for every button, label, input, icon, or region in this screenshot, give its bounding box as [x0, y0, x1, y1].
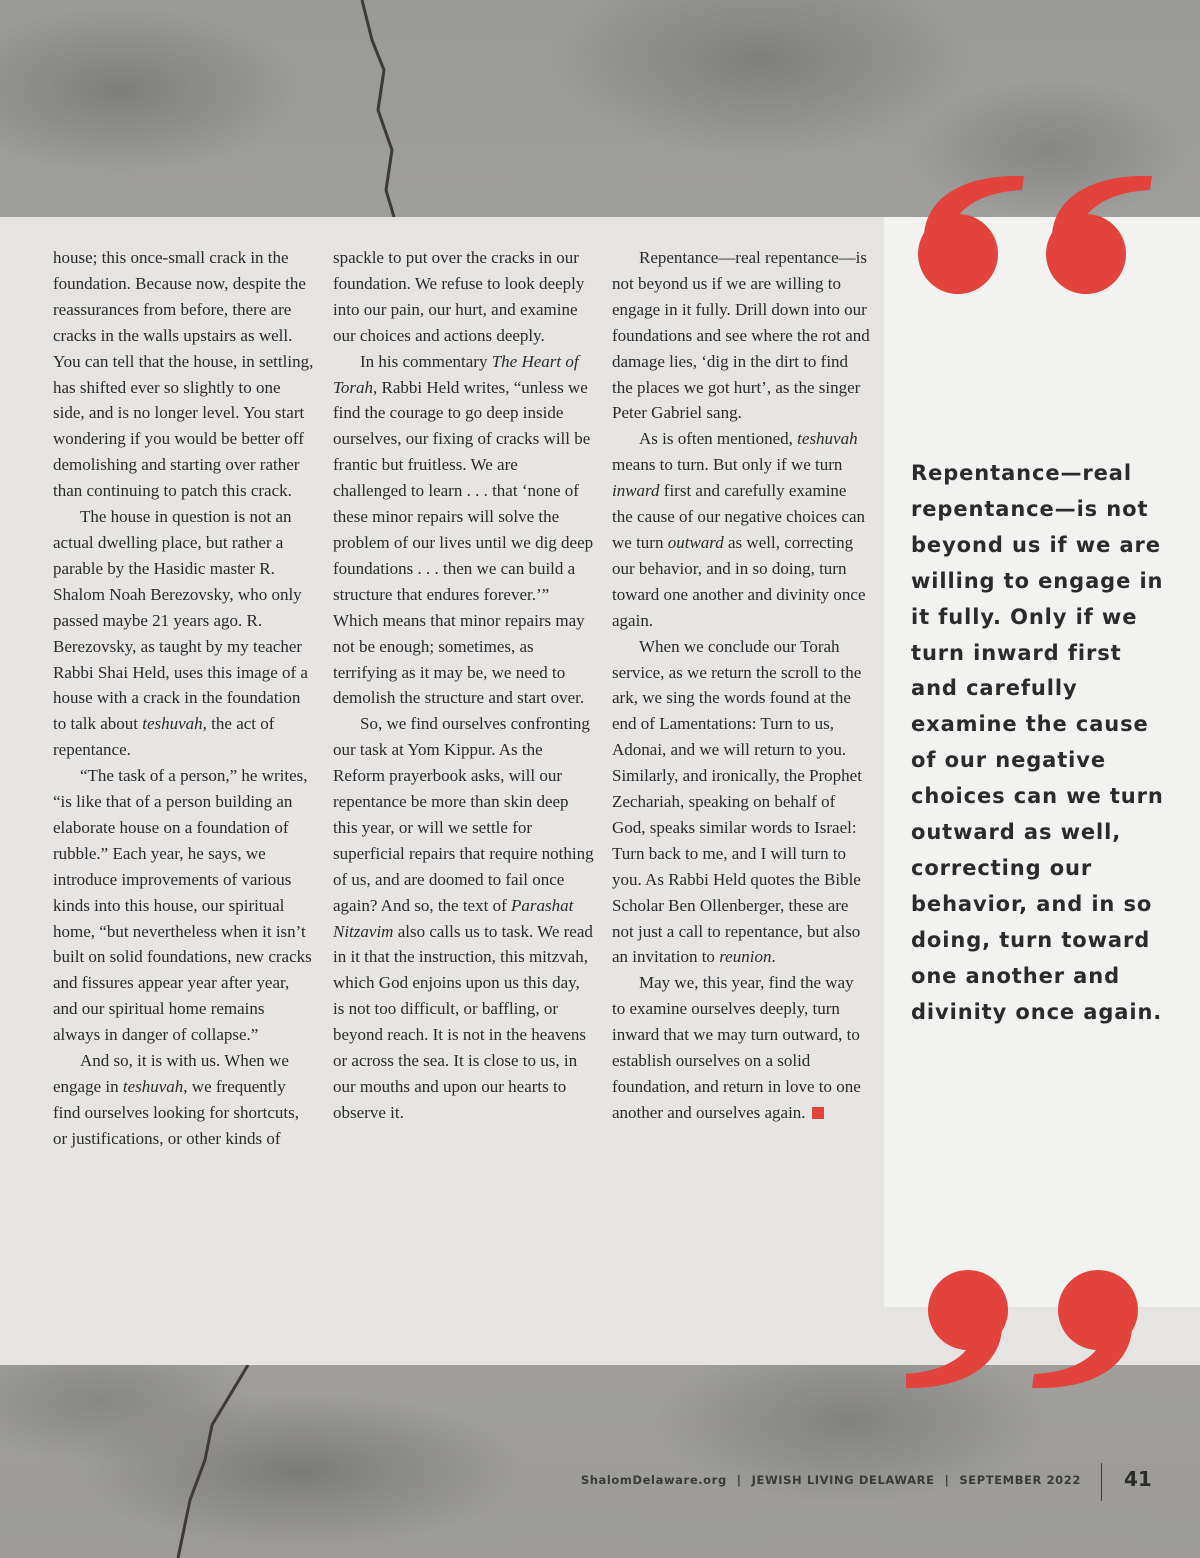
footer-issue: SEPTEMBER 2022 [959, 1473, 1081, 1487]
paragraph [333, 711, 595, 1126]
close-quote-icon [906, 1240, 1176, 1395]
italic-title: The Heart of Torah [333, 351, 579, 397]
text-run: , the act of repentance. [53, 714, 275, 760]
text-run: In his commentary [360, 351, 492, 371]
paragraph [333, 349, 595, 712]
italic-title: Parashat Nitzavim [333, 895, 574, 941]
text-run: as well, correcting our behavior, and in so doing, turn toward one another and divinity once again. [612, 532, 866, 630]
text-run: May we, this year, find the way to examine ourselves deeply, turn inward that we may turn outward, to establish ourselves on a solid foundation, and return in love to one another and ourselves again. [612, 973, 861, 1122]
italic-term: teshuvah [797, 429, 858, 449]
paragraph [53, 1048, 315, 1152]
footer-divider [1101, 1463, 1102, 1501]
page-number: 41 [1124, 1467, 1152, 1491]
footer-separator: | [736, 1473, 742, 1487]
paragraph [612, 634, 870, 971]
paragraph [53, 504, 315, 763]
text-run: means to turn. But only if we turn [612, 455, 843, 475]
paragraph [612, 426, 870, 633]
footer-publication: JEWISH LIVING DELAWARE [751, 1473, 935, 1487]
footer-site-link[interactable]: ShalomDelaware.org [580, 1473, 727, 1487]
text-run: So, we find ourselves confronting our task at Yom Kippur. As the Reform prayerbook asks, will our repentance be more than skin deep this year, or will we settle for superficial repairs that require nothing of us, and are doomed to fail once again? And so, the text of [333, 714, 594, 915]
italic-term: outward [667, 532, 724, 552]
article-column-2 [333, 245, 595, 1126]
end-square-icon [812, 1107, 824, 1119]
text-run: , we frequently find ourselves looking for shortcuts, or justifications, or other kinds of [53, 1077, 299, 1148]
page-footer [581, 1473, 1081, 1487]
article-column-3 [612, 245, 870, 1126]
article-column-1 [53, 245, 315, 1152]
paragraph [612, 970, 870, 1125]
italic-term: teshuvah [142, 714, 203, 734]
text-run: . [771, 947, 776, 967]
open-quote-icon [906, 166, 1176, 321]
text-run: As is often mentioned, [639, 429, 798, 449]
paragraph: spackle to put over the cracks in our foundation. We refuse to look deeply into our pain, our hurt, and examine our choices and actions deeply. [333, 248, 585, 345]
text-run: , Rabbi Held writes, “unless we find the courage to go deep inside ourselves, our fixing of cracks will be frantic but fruitless. We are challenged to learn . . . that ‘none of these minor repairs will solve the problem of our lives until we dig deep foundations . . . then we can build a structure that endures forever.’” Which means that minor repairs may not be enough; sometimes, as terrifying as it may be, we need to demolish the structure and start over. [333, 377, 594, 708]
italic-term: reunion [719, 947, 772, 967]
italic-term: teshuvah [122, 1077, 184, 1096]
text-run: first and carefully examine the cause of our negative choices can we turn [612, 481, 865, 552]
paragraph: Repentance—real repentance—is not beyond us if we are willing to engage in it fully. Drill down into our foundations and see where the rot and damage lies, ‘dig in the dirt to find the places we got hurt’, as the singer Peter Gabriel sang. [612, 248, 870, 423]
text-run: The house in question is not an actual dwelling place, but rather a parable by the Hasidic master R. Shalom Noah Berezovsky, who only passed maybe 21 years ago. R. Berezovsky, as taught by my teacher Rabbi Shai Held, uses this image of a house with a crack in the foundation to talk about [53, 507, 308, 734]
paragraph: “The task of a person,” he writes, “is like that of a person building an elaborate house on a foundation of rubble.” Each year, he says, we introduce improvements of various kinds into this house, our spiritual home, “but nevertheless when it isn’t built on solid foundations, new cracks and fissures appear year after year, and our spiritual home remains always in danger of collapse.” [53, 766, 312, 1045]
text-run: also calls us to task. We read in it that the instruction, this mitzvah, which God enjoins upon us this day, is not too difficult, or baffling, or beyond reach. It is not in the heavens or across the sea. It is close to us, in our mouths and upon our hearts to observe it. [333, 921, 593, 1122]
footer-separator: | [944, 1473, 950, 1487]
italic-term: inward [612, 481, 660, 501]
pull-quote: Repentance—real repentance—is not beyond us if we are willing to engage in it fully. Only if we turn inward first and carefully examine the cause of our negative choices can we turn outward as well, correcting our behavior, and in so doing, turn toward one another and divinity once again. [911, 461, 1164, 1024]
text-run: And so, it is with us. When we engage in [53, 1051, 289, 1096]
paragraph: house; this once-small crack in the foundation. Because now, despite the reassurances from before, there are cracks in the walls upstairs as well. You can tell that the house, in settling, has shifted ever so slightly to one side, and is no longer level. You start wondering if you would be better off demolishing and starting over rather than continuing to patch this crack. [53, 248, 314, 501]
text-run: When we conclude our Torah service, as we return the scroll to the ark, we sing the words found at the end of Lamentations: Turn to us, Adonai, and we will return to you. Similarly, and ironically, the Prophet Zechariah, speaking on behalf of God, speaks similar words to Israel: Turn back to me, and I will turn to you. As Rabbi Held quotes the Bible Scholar Ben Ollenberger, these are not just a call to repentance, but also an invitation to [612, 636, 862, 967]
